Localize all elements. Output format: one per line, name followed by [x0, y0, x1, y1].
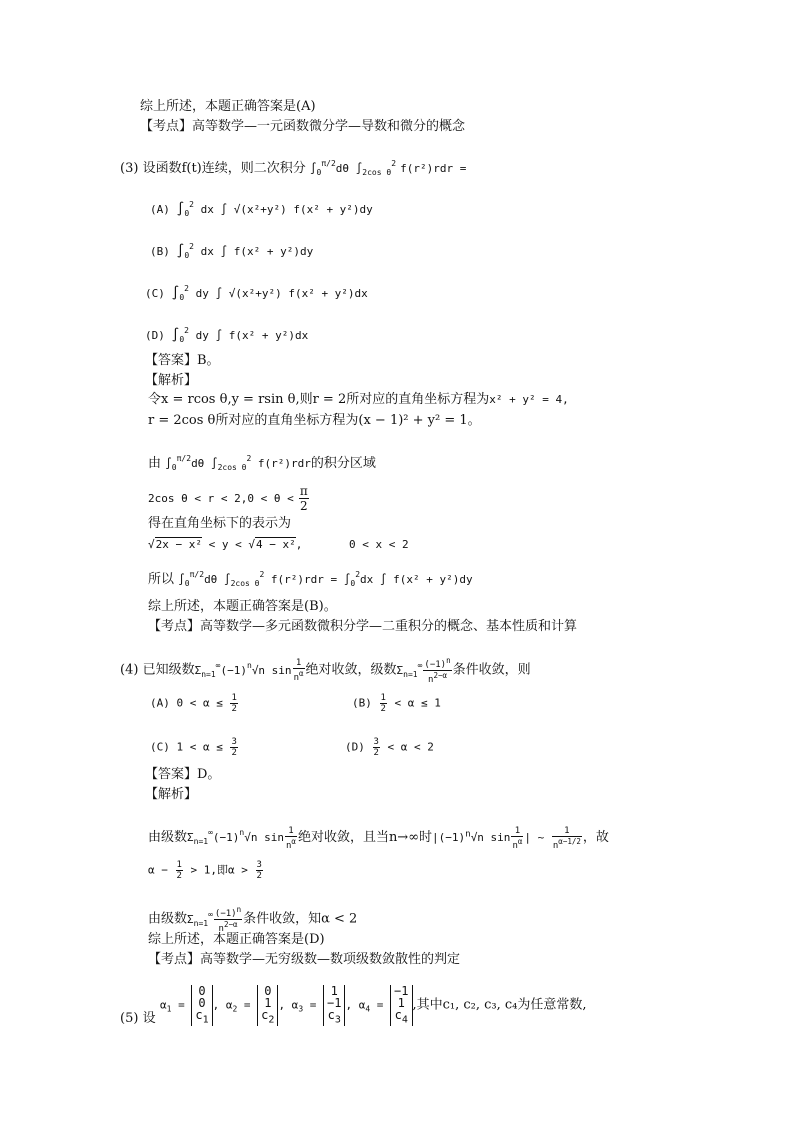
q3-line3-prefix: 由: [148, 456, 162, 471]
q3-stem: [120, 155, 466, 182]
q4-analysis: 【解析】: [145, 787, 198, 802]
q3-option-d-label: (D): [145, 329, 165, 342]
q3-line2: r = 2cos θ所对应的直角坐标方程为(x − 1)² + y² = 1。: [148, 413, 481, 428]
q4-option-b-frac: $\frac{1}{2}$: [380, 693, 386, 714]
q3-line3-integral: $\int_0^{\pi/2}d\theta$ $\int_{2cos \theta}^2$ f(r²)rdr: [165, 454, 311, 472]
q3-line7-eq: $\int_0^{\pi/2}d\theta$ $\int_{2cos \theta}^2$ $f(r^2)rdr = \int_0^2dx$ ∫ f(x² + y²)dy: [178, 570, 473, 588]
q4-line1-series: $\Sigma_{n=1}^\infty(-1)^n√n$ sin $\frac{1}{n^\alpha}$: [187, 825, 296, 851]
q4-option-d-frac: $\frac{3}{2}$: [373, 737, 379, 758]
q4-series-1: $\Sigma_{n=1}^\infty(-1)^n√n$ sin $\frac{1}{n^\alpha}$: [194, 658, 304, 683]
q3-line7-prefix: 所以: [148, 572, 175, 587]
q3-option-a-label: (A): [150, 203, 170, 216]
q3-line3: [148, 450, 376, 477]
q4-line2-frac2: $\frac{3}{2}$: [256, 860, 262, 881]
q2-kaodian: 【考点】高等数学—一元函数微分学—导数和微分的概念: [140, 119, 466, 134]
q4-option-a-frac: $\frac{1}{2}$: [231, 693, 237, 714]
q4-line3-prefix: 由级数: [148, 911, 188, 927]
q3-pi-over-2: $\frac{\pi}{2}$: [299, 484, 308, 513]
q3-stem-tail: f(r²)rdr =: [400, 162, 467, 175]
q4-option-c-frac: $\frac{3}{2}$: [231, 737, 237, 758]
q4-stem-a: 已知级数: [142, 662, 195, 678]
q4-option-a: [150, 693, 239, 714]
q3-option-d-text: dy ∫ f(x² + y²)dx: [195, 329, 309, 342]
q3-line1-text: 令x = rcos θ,y = rsin θ,则r = 2所对应的直角坐标方程为: [148, 392, 490, 407]
q4-option-d-text: < α < 2: [387, 740, 434, 754]
q4-option-c: [150, 737, 239, 758]
q4-line1: [148, 824, 609, 851]
q4-stem-c: 条件收敛，则: [452, 662, 531, 678]
q4-line2-a: α −: [148, 863, 168, 877]
q4-summary: 综上所述，本题正确答案是(D): [148, 932, 325, 947]
q5-number: (5): [120, 1011, 139, 1026]
alpha4-vector: −1 1 $c_4$: [390, 985, 412, 1026]
q4-option-d-label: (D): [345, 740, 365, 754]
q3-line4: [148, 484, 310, 513]
q4-option-b-label: (B): [352, 696, 372, 710]
q4-option-d: [345, 737, 434, 758]
q3-line4-text: 2cos θ < r < 2,0 < θ <: [148, 492, 294, 505]
q4-line1-equiv: $|(-1)^n√n$ sin $\frac{1}{n^\alpha}$ | ~ $\frac{1}{n^{\alpha-1/2}}$: [432, 825, 581, 851]
q4-answer: 【答案】D。: [145, 767, 221, 782]
q4-option-a-text: 0 < α ≤: [176, 696, 223, 710]
q4-line3-suffix: 条件收敛，知α < 2: [243, 911, 358, 927]
q3-option-c-label: (C): [145, 287, 165, 300]
q2-summary: 综上所述，本题正确答案是(A): [140, 99, 316, 114]
alpha3-vector: 1 −1 $c_3$: [323, 985, 345, 1026]
q4-line1-mid: 绝对收敛，且当n→∞时: [297, 830, 433, 845]
q3-option-c-text: dy ∫ √(x²+y²) f(x² + y²)dx: [195, 287, 368, 300]
q3-line6-text: < y <: [208, 538, 242, 551]
q3-option-a: (A) $\int_0^2$ dx ∫ √(x²+y²) f(x² + y²)dy: [150, 200, 373, 218]
q4-series-2: $\Sigma_{n=1}^\infty$ $\frac{(-1)^n}{n^{2-\alpha}}$: [396, 656, 451, 685]
q4-line2: [148, 860, 264, 881]
q4-line1-suffix: ，故: [582, 830, 609, 845]
q4-option-b: [352, 693, 441, 714]
q5-tail: ,其中c₁, c₂, c₃, c₄为任意常数,: [412, 997, 587, 1013]
q3-summary: 综上所述，本题正确答案是(B)。: [148, 599, 337, 614]
q4-line1-prefix: 由级数: [148, 830, 188, 845]
q3-option-b-text: dx ∫ f(x² + y²)dy: [200, 245, 314, 258]
q3-line1-eq: x² + y² = 4,: [489, 393, 569, 406]
q5-vectors: $\alpha_1$ = 0 0 $c_1$ , $\alpha_2$ = 0 1 $c_2$ , $\alpha_3$ = 1 −1 $c_3$ , $\alpha_4$ = −1 1 $c_4$ ,其中c₁, c₂, c₃, c₄为任意常数,: [160, 984, 587, 1026]
alpha2-vector: 0 1 $c_2$: [257, 985, 278, 1026]
q3-analysis: 【解析】: [145, 373, 198, 388]
q3-line6: √2x − x² < y < √4 − x², 0 < x < 2: [148, 538, 409, 551]
q4-stem: [120, 656, 531, 685]
q3-answer: 【答案】B。: [145, 353, 220, 368]
q3-option-d: (D) $\int_0^2$ dy ∫ f(x² + y²)dx: [145, 326, 309, 344]
q4-option-c-text: 1 < α ≤: [176, 740, 223, 754]
q3-line6-range: 0 < x < 2: [348, 538, 409, 551]
alpha1-vector: 0 0 $c_1$: [191, 985, 212, 1026]
q4-line3-series: $\Sigma_{n=1}^\infty$ $\frac{(-1)^n}{n^{2-\alpha}}$: [187, 905, 242, 934]
q3-option-b: (B) $\int_0^2$ dx ∫ f(x² + y²)dy: [150, 242, 314, 260]
q4-line3: [148, 905, 357, 934]
q4-option-c-label: (C): [150, 740, 170, 754]
q4-stem-b: 绝对收敛，级数: [305, 662, 397, 678]
q4-kaodian: 【考点】高等数学—无穷级数—数项级数敛散性的判定: [148, 952, 461, 967]
q4-number: (4): [120, 662, 139, 678]
q3-option-b-label: (B): [150, 245, 170, 258]
q3-option-a-text: dx ∫ √(x²+y²) f(x² + y²)dy: [200, 203, 373, 216]
q4-option-a-label: (A): [150, 696, 170, 710]
q3-kaodian: 【考点】高等数学—多元函数微积分学—二重积分的概念、基本性质和计算: [148, 619, 578, 634]
q4-line2-b: > 1,即α >: [190, 863, 248, 877]
q4-option-b-text: < α ≤ 1: [394, 696, 441, 710]
q3-line7: [148, 566, 473, 593]
q5-stem-text: 设: [142, 1011, 156, 1026]
q4-line2-frac1: $\frac{1}{2}$: [176, 860, 182, 881]
q3-integral: $\int_0^{\pi/2}d\theta$ $\int_{2cos \theta}^2$: [309, 159, 397, 177]
q3-number: (3): [120, 161, 139, 176]
q3-line1: [148, 391, 569, 409]
q3-stem-text: 设函数f(t)连续，则二次积分: [142, 161, 306, 176]
q3-line3-suffix: 的积分区域: [310, 456, 376, 471]
q3-line5: 得在直角坐标下的表示为: [148, 516, 292, 531]
q5-stem: [120, 1010, 156, 1028]
q3-option-c: (C) $\int_0^2$ dy ∫ √(x²+y²) f(x² + y²)dx: [145, 284, 368, 302]
